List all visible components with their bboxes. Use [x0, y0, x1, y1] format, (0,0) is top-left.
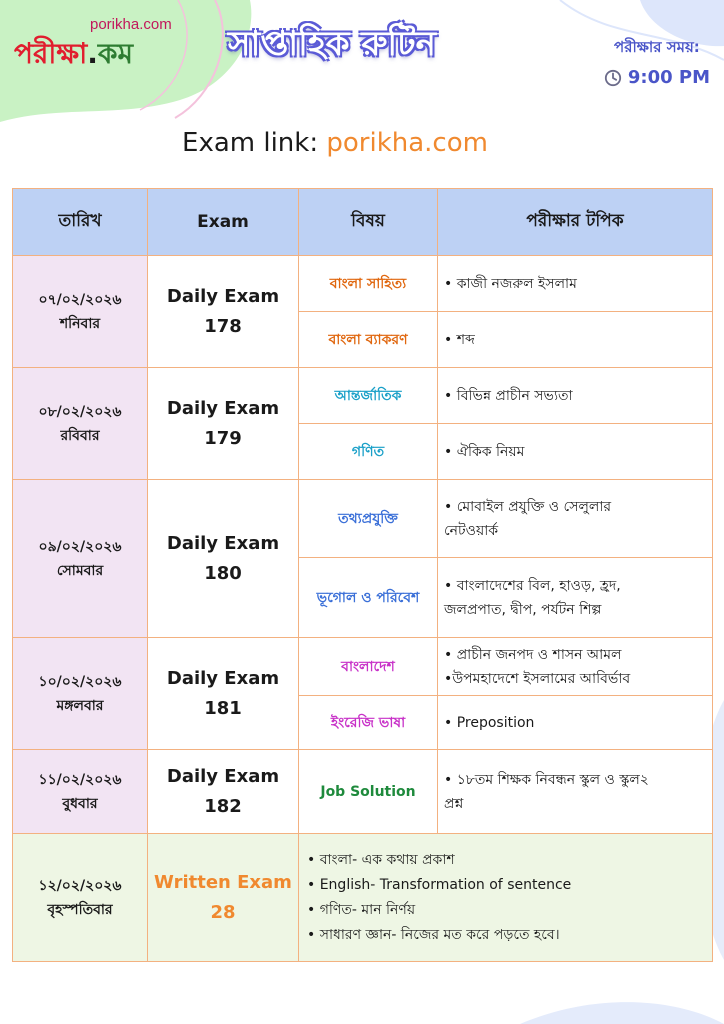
table-row — [13, 480, 713, 558]
exam-time-box — [604, 36, 710, 88]
subject-cell — [299, 368, 438, 424]
logo-domain-text: porikha.com — [90, 16, 172, 33]
topic-line: • শব্দ — [444, 331, 475, 348]
exam-number: 180 — [204, 562, 242, 584]
date-cell — [13, 256, 148, 368]
topic-line: •উপমহাদেশে ইসলামের আবির্ভাব — [444, 670, 631, 687]
topic-line: প্রশ্ন — [444, 795, 464, 812]
exam-cell — [148, 256, 299, 368]
date-text: ১২/০২/২০২৬ — [38, 877, 122, 894]
date-cell — [13, 834, 148, 962]
topic-cell — [438, 750, 713, 834]
day-text: সোমবার — [56, 562, 104, 579]
date-text: ০৭/০২/২০২৬ — [38, 291, 122, 308]
topic-line: নেটওয়ার্ক — [444, 522, 499, 539]
weekly-routine-table — [12, 188, 713, 962]
topic-cell — [438, 696, 713, 750]
exam-time-label: পরীক্ষার সময়: — [614, 38, 700, 56]
topic-line: • বাংলাদেশের বিল, হাওড়, হ্রদ, — [444, 577, 621, 594]
exam-name: Daily Exam — [166, 765, 280, 787]
topic-line: • গণিত- মান নির্ণয় — [307, 901, 416, 918]
day-text: শনিবার — [59, 315, 101, 332]
exam-name: Written Exam — [154, 871, 292, 893]
day-text: বুধবার — [62, 795, 98, 812]
exam-link-line — [0, 128, 670, 158]
table-row — [13, 638, 713, 696]
topic-cell — [438, 256, 713, 312]
subject-cell — [299, 696, 438, 750]
header-topic: পরীক্ষার টপিক — [438, 189, 713, 256]
exam-link-url[interactable]: porikha.com — [326, 128, 488, 158]
exam-name: Daily Exam — [166, 667, 280, 689]
subject-name: বাংলা সাহিত্য — [329, 275, 407, 292]
date-cell — [13, 480, 148, 638]
header-subject: বিষয় — [299, 189, 438, 256]
subject-name: বাংলা ব্যাকরণ — [328, 331, 408, 348]
subject-cell — [299, 312, 438, 368]
exam-time-text: 9:00 PM — [627, 67, 710, 88]
topic-line: জলপ্রপাত, দ্বীপ, পর্যটন শিল্প — [444, 601, 602, 618]
exam-name: Daily Exam — [166, 397, 280, 419]
exam-cell — [148, 480, 299, 638]
subject-cell — [299, 750, 438, 834]
logo-part-2: কম — [97, 37, 134, 70]
subject-name: তথ্যপ্রযুক্তি — [338, 510, 398, 527]
subject-name: আন্তর্জাতিক — [334, 387, 402, 404]
table-header-row — [13, 189, 713, 256]
date-cell — [13, 368, 148, 480]
day-text: রবিবার — [60, 427, 100, 444]
exam-cell — [148, 750, 299, 834]
date-text: ১১/০২/২০২৬ — [38, 771, 122, 788]
topic-line: • English- Transformation of sentence — [307, 876, 572, 893]
exam-name: Daily Exam — [166, 285, 280, 307]
date-cell — [13, 638, 148, 750]
subject-name: ভূগোল ও পরিবেশ — [316, 589, 420, 606]
date-cell — [13, 750, 148, 834]
topic-cell — [438, 480, 713, 558]
logo-part-1: পরীক্ষা — [14, 37, 88, 70]
topic-line: • ১৮তম শিক্ষক নিবন্ধন স্কুল ও স্কুল২ — [444, 771, 649, 788]
exam-cell — [148, 368, 299, 480]
exam-cell — [148, 834, 299, 962]
table-row — [13, 368, 713, 424]
topic-line: • সাধারণ জ্ঞান- নিজের মত করে পড়তে হবে। — [307, 926, 560, 943]
date-text: ০৯/০২/২০২৬ — [38, 538, 122, 555]
table-row — [13, 750, 713, 834]
subject-name: ইংরেজি ভাষা — [330, 714, 406, 731]
header — [0, 0, 724, 120]
exam-name: Daily Exam — [166, 532, 280, 554]
topic-cell — [438, 312, 713, 368]
subject-name: Job Solution — [320, 783, 416, 800]
header-exam: Exam — [148, 189, 299, 256]
exam-number: 178 — [204, 315, 242, 337]
subject-cell — [299, 424, 438, 480]
subject-cell — [299, 558, 438, 638]
logo-wordmark — [14, 32, 133, 79]
clock-icon — [604, 69, 622, 87]
exam-number: 179 — [204, 427, 242, 449]
written-topic-cell — [299, 834, 713, 962]
topic-line: • প্রাচীন জনপদ ও শাসন আমল — [444, 646, 622, 663]
topic-cell — [438, 558, 713, 638]
date-text: ০৮/০২/২০২৬ — [38, 403, 122, 420]
topic-line: • বিভিন্ন প্রাচীন সভ্যতা — [444, 387, 573, 404]
subject-cell — [299, 256, 438, 312]
day-text: মঙ্গলবার — [56, 697, 104, 714]
table-row — [13, 256, 713, 312]
exam-cell — [148, 638, 299, 750]
page-title: সাপ্তাহিক রুটিন — [228, 24, 436, 64]
topic-cell — [438, 368, 713, 424]
logo-dot: . — [87, 37, 98, 70]
subject-cell — [299, 480, 438, 558]
subject-name: গণিত — [351, 443, 385, 460]
topic-line: • মোবাইল প্রযুক্তি ও সেলুলার — [444, 498, 612, 515]
exam-number: 182 — [204, 795, 242, 817]
topic-line: • ঐকিক নিয়ম — [444, 443, 525, 460]
day-text: বৃহস্পতিবার — [47, 901, 113, 918]
exam-number: 28 — [210, 901, 236, 923]
date-text: ১০/০২/২০২৬ — [38, 673, 122, 690]
subject-cell — [299, 638, 438, 696]
topic-cell — [438, 638, 713, 696]
exam-link-label: Exam link: — [182, 128, 327, 158]
subject-name: বাংলাদেশ — [341, 658, 395, 675]
exam-time-value — [604, 67, 710, 88]
topic-line: • Preposition — [444, 714, 535, 731]
exam-number: 181 — [204, 697, 242, 719]
topic-cell — [438, 424, 713, 480]
topic-line: • বাংলা- এক কথায় প্রকাশ — [307, 851, 455, 868]
header-date: তারিখ — [13, 189, 148, 256]
table-row-written — [13, 834, 713, 962]
topic-line: • কাজী নজরুল ইসলাম — [444, 275, 577, 292]
